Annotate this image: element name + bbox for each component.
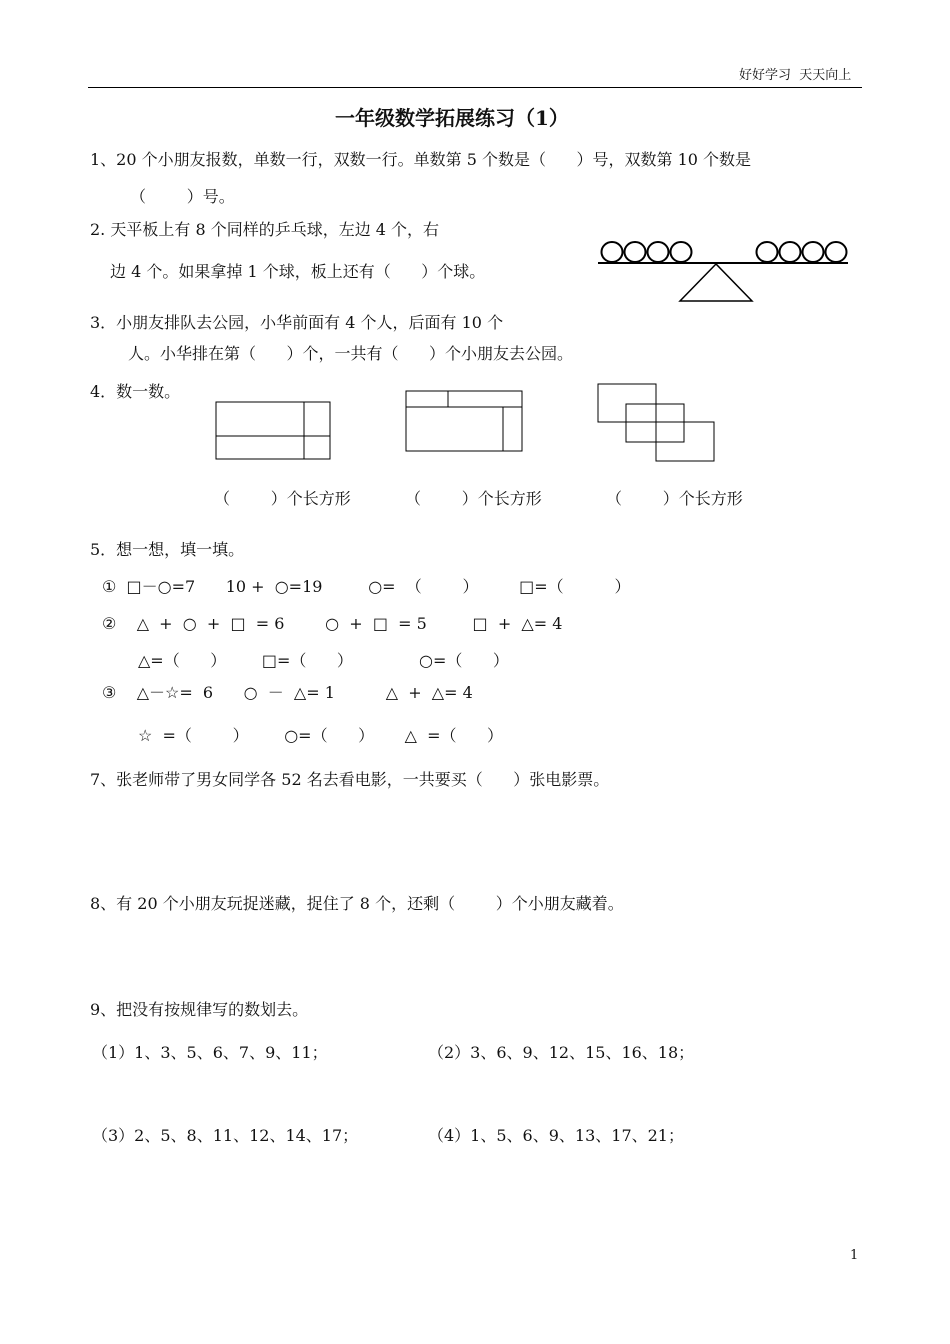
overlapping-rectangles-figure: [596, 382, 718, 464]
question-9-sequence-2: （2）3、6、9、12、15、16、18；: [428, 1043, 695, 1062]
question-5-row-3-answers: ☆ =（ ） ○=（ ） △ =（ ）: [138, 726, 504, 745]
fig2-outer-rect: [406, 391, 522, 451]
fig1-outer-rect: [216, 402, 330, 459]
ping-pong-ball-right-1: [757, 242, 778, 262]
rectangle-figure-1: [214, 400, 334, 462]
ping-pong-ball-left-4: [671, 242, 692, 262]
question-9-sequence-3: （3）2、5、8、11、12、14、17；: [92, 1126, 359, 1145]
ping-pong-ball-left-3: [648, 242, 669, 262]
balance-scale-figure: [595, 238, 855, 308]
balance-fulcrum: [680, 264, 752, 301]
header-motto: 好好学习 天天向上: [739, 68, 852, 83]
question-4-answer-3: （ ）个长方形: [606, 489, 743, 508]
ping-pong-ball-right-4: [826, 242, 847, 262]
ping-pong-ball-left-1: [602, 242, 623, 262]
question-1-line-1: 1、20 个小朋友报数，单数一行，双数一行。单数第 5 个数是（ ）号，双数第 10 个数是: [90, 150, 752, 169]
question-5-row-2-answers: △=（ ） □=（ ） ○=（ ）: [138, 651, 509, 670]
fig3-rect-2: [626, 404, 684, 442]
question-9-label: 9、把没有按规律写的数划去。: [90, 1000, 309, 1019]
question-5-row-2: ② △ + ○ + □ = 6 ○ + □ = 5 □ + △= 4: [102, 614, 563, 633]
balls-right-group: [757, 242, 847, 262]
question-4-answer-2: （ ）个长方形: [405, 489, 542, 508]
question-8: 8、有 20 个小朋友玩捉迷藏，捉住了 8 个，还剩（ ）个小朋友藏着。: [90, 894, 624, 913]
question-1-line-2: （ ）号。: [130, 187, 235, 206]
question-5-row-3: ③ △－☆= 6 ○ － △= 1 △ + △= 4: [102, 683, 473, 702]
ping-pong-ball-right-3: [803, 242, 824, 262]
fig3-rect-1: [598, 384, 656, 422]
page-title: 一年级数学拓展练习（1）: [335, 106, 569, 130]
question-5-label: 5．想一想，填一填。: [90, 540, 245, 559]
question-7: 7、张老师带了男女同学各 52 名去看电影，一共要买（ ）张电影票。: [90, 770, 610, 789]
ping-pong-ball-left-2: [625, 242, 646, 262]
question-5-row-1: ① □－○=7 10 + ○=19 ○= （ ） □=（ ）: [102, 577, 631, 596]
page-number: 1: [850, 1248, 859, 1263]
ping-pong-ball-right-2: [780, 242, 801, 262]
question-3-line-2: 人。小华排在第（ ）个，一共有（ ）个小朋友去公园。: [128, 344, 574, 363]
question-4-label: 4．数一数。: [90, 382, 181, 401]
question-9-sequence-4: （4）1、5、6、9、13、17、21；: [428, 1126, 684, 1145]
header-divider: [88, 87, 862, 88]
question-2-line-2: 边 4 个。如果拿掉 1 个球，板上还有（ ）个球。: [110, 262, 486, 281]
question-3-line-1: 3．小朋友排队去公园，小华前面有 4 个人，后面有 10 个: [90, 313, 504, 332]
balls-left-group: [602, 242, 692, 262]
rectangle-figure-2: [404, 389, 524, 453]
question-4-answer-1: （ ）个长方形: [214, 489, 351, 508]
question-2-line-1: 2. 天平板上有 8 个同样的乒乓球，左边 4 个，右: [90, 220, 440, 239]
question-9-sequence-1: （1）1、3、5、6、7、9、11；: [92, 1043, 328, 1062]
